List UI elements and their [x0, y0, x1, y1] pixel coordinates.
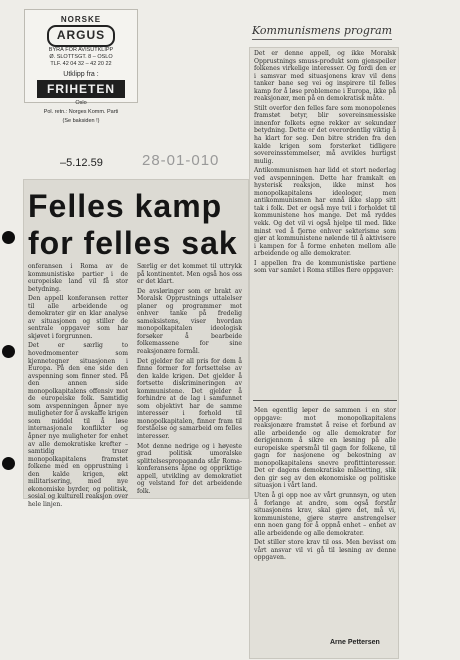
column-divider [253, 400, 397, 401]
article-author: Arne Pettersen [330, 639, 380, 646]
clip-date: –5.12.59 [60, 157, 103, 169]
stamp-from-label: Utklipp fra : [63, 71, 99, 78]
paragraph: I appellen fra de kommunistiske partiene som var samlet i Roma stilles flere oppgaver: [254, 259, 396, 275]
paragraph: Det er særlig to hovedmomenter som kjennetegner situasjonen i Europa. På den ene side den avspenning som finner sted. På den annen side monopolkapitalens offensiv mot de europeiske folk. Samtidig som avspenningen åpner nye muligheter for å avskaffe krigen som middel til å løse internasjonale konflikter og åpner nye muligheter for enhet av alle demokratiske krefter – samtidig truer monopolkapitalens framstøt folkene med en opprustning i den kalde krigen, økt militarisering, med nye økonomiske byrder, og politisk, sosial og kulturell reaksjon over hele linjen. [28, 342, 128, 508]
paragraph: Stilt overfor den felles fare som monopolenes framstøt betyr, blir sovereinsmessiske innenfor folkets egne rekker av sekundær betydning. Dette er det overordentlig viktig å ha klart for seg. Den bitre striden fra den kalde krigen som forsterket tidligere sovereinsstemmelser, må avvikles hurtigst mulig. [254, 104, 396, 165]
punch-hole [2, 345, 15, 358]
paragraph: Det er denne appell, og ikke Moralsk Opprustnings smuss-produkt som gjenspeiler folkenes virkelige interesser. Og fordi den er i samsvar med situasjonens krav vil dens tanker bane seg vei og inspirere til felles kamp for å løse problemene i Europa, ikke på reaksjonær, men på en demokratisk måte. [254, 50, 396, 103]
article-column-3 [254, 50, 396, 277]
headline-line1: Felles kamp [28, 188, 223, 224]
newspaper-sides: (Se baksiden !) [62, 118, 100, 124]
article-column-4 [254, 407, 396, 564]
paragraph: Særlig er det kommet til uttrykk på kontinentet. Men også hos oss er det klart. [137, 263, 242, 286]
paragraph: Antikommunismen har lidd et stort nederlag ved avspenningen. Dette har framkalt en hysterisk reaksjon, ikke minst hos monopolkapitalens ideologer, men antikommunismen har ennå ikke slapp sitt tak i folk. Det er også mye tvil i forholdet til kommunistene hos mange. Det må ryddes vekk. Og det vil vi også hjelpe til med. Ikke minst ved å fjerne enhver sekterisme som gjør at kommunistene nølende til å aktivisere i kampen for å forme enheten mellom alle arbeidende og alle demokrater. [254, 167, 396, 258]
argus-logo: ARGUS [47, 25, 115, 47]
paragraph: Men egentlig løper de sammen i en stor oppgave: mot monopolkapitalens reaksjonære framstøt å reise et forbund av alle arbeidende og alle demokrater for derigjennom å sikre en løsning på alle europeiske spørsmål til gagn for folkene, til gagn for nasjonene og bekostning av monopolkapitalens snevre profittinteresser. Det er dagens demokratiske målsetting, slik den gir seg av den økonomiske og politiske situasjon i vårt land. [254, 407, 396, 490]
newspaper-editor: Pol. retn.: Norges Komm. Parti [43, 109, 119, 115]
stamp-top: NORSKE [60, 15, 102, 24]
paragraph: Det gjelder for all pris for dem å finne former for fortsettelse av den kalde krigen. Det gjelder å fortsette diskrimineringen av kommunistene. Det gjelder å forhindre at de lag i samfunnet som objektivt har de samme interesser i forhold til monopolkapitalen, finner fram til forståelse og samarbeid om felles interesser. [137, 357, 242, 441]
headline-line2: for felles sak [28, 225, 238, 261]
stamp-line3: TLF. 42 04 32 – 42 20 22 [50, 61, 112, 67]
clipping-agency-stamp [24, 9, 138, 124]
paragraph: Det stiller store krav til oss. Men bevisst om vårt ansvar vil vi gå til løsning av denne oppgaven. [254, 539, 396, 562]
paragraph: onferansen i Roma av de kommunistiske partier i de europeiske land vil få stor betydning. [28, 263, 128, 293]
paragraph: Uten å gi opp noe av vårt grunnsyn, og uten å forlange at andre, som også forstår situasjonens krav, skal gjøre det, må vi, kommunistene, gjøre større anstrengelser enn noen gang for å oppnå enhet – enhet av alle arbeidende og alle demokrater. [254, 492, 396, 537]
paragraph: Mot denne nedrige og i høyeste grad politisk umoralske splittelsespropaganda står Roma-konferansens åpne og oppriktige appell, utvikling av demokratiet og velstand for det arbeidende folk. [137, 442, 242, 495]
handwritten-title: Kommunismens program [252, 24, 392, 40]
paragraph: Den appell konferansen retter til alle arbeidende og demokrater gir en klar analyse av situasjonen og stiller de sentrale oppgaver som har skjøvet i forgrunnen. [28, 295, 128, 340]
article-headline [28, 188, 246, 262]
paragraph: De avsløringer som er brakt av Moralsk Opprustnings uttalelser planer og programmer mot enhver tanke på fredelig sameksistens, viser hvordan monopolkapitalen ideologisk forsøker å bearbeide folkemassene for sine reaksjonære formål. [137, 287, 242, 356]
stamp-line1: BYRÅ FOR AVISUTKLIPP [48, 47, 114, 53]
article-column-1 [28, 263, 128, 511]
newspaper-city: Oslo [75, 100, 87, 106]
punch-hole [2, 457, 15, 470]
newspaper-name: FRIHETEN [37, 80, 125, 98]
pencil-note: 28-01-010 [142, 152, 220, 169]
punch-hole [2, 231, 15, 244]
article-column-2 [137, 263, 242, 497]
stamp-line2: Ø. SLOTTSGT. 8 – OSLO [49, 54, 113, 60]
